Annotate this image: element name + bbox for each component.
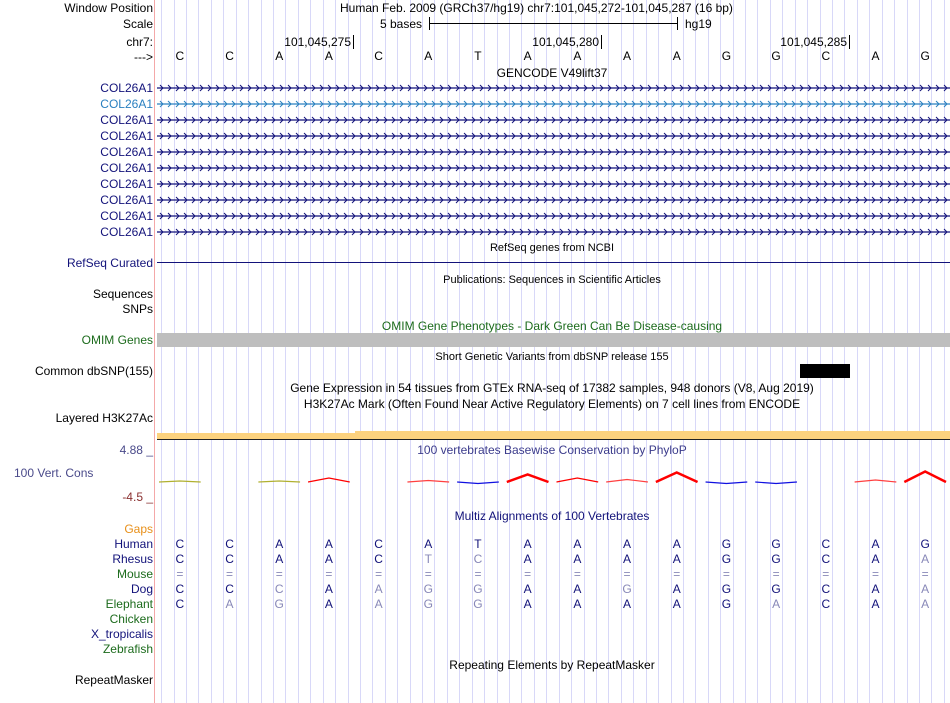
alignment-base: G — [721, 537, 732, 551]
phylop-mark — [904, 472, 946, 483]
alignment-base: = — [822, 567, 830, 581]
repeatmasker-title: Repeating Elements by RepeatMasker — [449, 658, 655, 672]
alignment-base: = — [226, 567, 234, 581]
phylop-mark — [507, 475, 549, 483]
sequence-base: C — [374, 49, 383, 63]
window-position: Human Feb. 2009 (GRCh37/hg19) chr7:101,045,272-101,045,287 (16 bp) — [340, 1, 733, 15]
alignment-base: = — [424, 567, 432, 581]
alignment-base: T — [474, 537, 482, 551]
gene-label[interactable]: COL26A1 — [100, 177, 153, 191]
window-position-label: Window Position — [64, 1, 153, 15]
gene-track[interactable] — [157, 162, 950, 174]
gene-track[interactable] — [157, 130, 950, 142]
gaps-label: Gaps — [124, 522, 153, 536]
alignment-base: C — [274, 582, 284, 596]
scale-text: 5 bases — [380, 17, 423, 31]
species-label[interactable]: Chicken — [109, 612, 153, 626]
alignment-base: A — [921, 582, 930, 596]
alignment-base: A — [225, 597, 234, 611]
alignment-base: C — [374, 537, 383, 551]
phylop-mark — [557, 478, 599, 482]
alignment-base: A — [324, 552, 333, 566]
dbsnp-title: Short Genetic Variants from dbSNP release 155 — [435, 351, 669, 363]
gene-track[interactable] — [157, 194, 950, 206]
alignment-base: A — [672, 552, 681, 566]
omim-bar[interactable] — [157, 333, 950, 347]
alignment-base: = — [673, 567, 681, 581]
alignment-base: = — [623, 567, 631, 581]
omim-label[interactable]: OMIM Genes — [81, 333, 153, 347]
tick-3: 101,045,285 — [780, 35, 850, 49]
phylop-mark — [457, 482, 499, 484]
phylop-mark — [706, 482, 748, 484]
sequence-base: A — [573, 49, 582, 63]
alignment-base: A — [374, 582, 383, 596]
alignment-base: G — [721, 582, 732, 596]
gtex-title: Gene Expression in 54 tissues from GTEx RNA-seq of 17382 samples, 948 donors (V8, Aug 2019) — [290, 381, 814, 395]
alignment-base: A — [573, 597, 582, 611]
chrom-label: chr7: — [126, 35, 153, 49]
alignment-base: A — [871, 552, 880, 566]
alignment-base: = — [722, 567, 730, 581]
label-separator — [154, 0, 155, 703]
sequence-base: G — [920, 49, 930, 63]
alignment-base: G — [622, 582, 632, 596]
alignment-base: G — [771, 582, 781, 596]
gene-label[interactable]: COL26A1 — [100, 225, 153, 239]
alignment-base: A — [275, 552, 284, 566]
alignment-base: C — [374, 552, 383, 566]
h3k27ac-title: H3K27Ac Mark (Often Found Near Active Regulatory Elements) on 7 cell lines from ENCODE — [303, 397, 801, 411]
gene-label[interactable]: COL26A1 — [100, 161, 153, 175]
sequence-base: C — [225, 49, 234, 63]
alignment-base: C — [225, 537, 234, 551]
alignment-base: = — [921, 567, 929, 581]
gene-track[interactable] — [157, 114, 950, 126]
alignment-base: G — [721, 552, 732, 566]
omim-title: OMIM Gene Phenotypes - Dark Green Can Be Disease-causing — [381, 319, 723, 333]
alignment-base: C — [821, 582, 831, 596]
sequence-base: A — [871, 49, 880, 63]
species-label[interactable]: Human — [114, 537, 153, 551]
alignment-base: = — [176, 567, 184, 581]
alignment-base: A — [623, 537, 632, 551]
alignment-base: = — [325, 567, 333, 581]
species-label[interactable]: Zebrafish — [102, 642, 153, 656]
alignment-base: C — [175, 582, 185, 596]
alignment-base: T — [424, 552, 432, 566]
gene-track[interactable] — [157, 210, 950, 222]
species-label[interactable]: Dog — [130, 582, 153, 596]
gene-track[interactable] — [157, 98, 950, 110]
sequence-base: T — [474, 49, 482, 63]
sequence-base: C — [821, 49, 831, 63]
alignment-base: G — [423, 582, 433, 596]
species-label[interactable]: X_tropicalis — [90, 627, 153, 641]
alignment-base: C — [821, 537, 831, 551]
phylop-mark — [407, 481, 449, 483]
alignment-base: C — [821, 597, 831, 611]
gene-label[interactable]: COL26A1 — [100, 209, 153, 223]
phylop-mark — [258, 481, 300, 482]
alignment-base: C — [175, 552, 185, 566]
phylop-mark — [308, 478, 350, 482]
species-label[interactable]: Elephant — [105, 597, 153, 611]
alignment-base: A — [324, 597, 333, 611]
alignment-base: A — [672, 582, 681, 596]
alignment-base: A — [672, 537, 681, 551]
alignment-base: A — [523, 537, 532, 551]
alignment-base: A — [573, 537, 582, 551]
h3k27ac-label[interactable]: Layered H3K27Ac — [55, 411, 153, 425]
phylop-mark — [159, 481, 201, 482]
sequence-base: A — [523, 49, 532, 63]
multiz-title: Multiz Alignments of 100 Vertebrates — [454, 509, 650, 523]
gene-label[interactable]: COL26A1 — [100, 145, 153, 159]
alignment-base: A — [374, 597, 383, 611]
sequence-base: A — [672, 49, 681, 63]
alignment-base: G — [473, 582, 483, 596]
gene-track[interactable] — [157, 226, 950, 238]
sequences-label[interactable]: Sequences — [92, 287, 153, 301]
alignment-base: A — [523, 582, 532, 596]
refseq-title: RefSeq genes from NCBI — [489, 242, 615, 254]
scale-assembly: hg19 — [685, 17, 712, 31]
alignment-base: = — [524, 567, 532, 581]
refseq-line[interactable] — [157, 262, 950, 263]
h3k27ac-signal-2 — [355, 431, 950, 439]
sequence-base: G — [771, 49, 781, 63]
scale-bar-left — [429, 17, 430, 30]
alignment-base: C — [821, 552, 831, 566]
sequence-base: A — [424, 49, 433, 63]
gene-label[interactable]: COL26A1 — [100, 113, 153, 127]
alignment-base: A — [523, 597, 532, 611]
species-label[interactable]: Rhesus — [112, 552, 153, 566]
alignment-base: = — [871, 567, 879, 581]
gene-track[interactable] — [157, 178, 950, 190]
sequence-base: A — [623, 49, 632, 63]
alignment-base: A — [275, 537, 284, 551]
phylop-mark — [755, 482, 797, 484]
alignment-base: A — [921, 552, 930, 566]
scale-bar-right — [677, 17, 678, 30]
gene-track[interactable] — [157, 82, 950, 94]
alignment-base: = — [275, 567, 283, 581]
phylop-graph[interactable] — [155, 440, 950, 510]
alignment-base: A — [324, 537, 333, 551]
alignment-base: A — [573, 582, 582, 596]
gene-label[interactable]: COL26A1 — [100, 97, 153, 111]
alignment-base: A — [871, 597, 880, 611]
alignment-base: A — [871, 537, 880, 551]
snp-feature[interactable] — [800, 364, 850, 378]
phylop-mark — [855, 480, 897, 482]
alignment-base: G — [473, 597, 483, 611]
scale-label: Scale — [122, 17, 153, 31]
alignment-base: A — [573, 552, 582, 566]
alignment-base: A — [623, 552, 632, 566]
alignment-base: G — [920, 537, 930, 551]
tick-2: 101,045,280 — [532, 35, 602, 49]
scale-bar — [429, 23, 678, 24]
alignment-base: C — [175, 597, 185, 611]
alignment-base: A — [324, 582, 333, 596]
phylop-mark — [606, 480, 648, 483]
phylop-label[interactable]: 100 Vert. Cons — [14, 466, 94, 480]
phylop-title: 100 vertebrates Basewise Conservation by PhyloP — [417, 443, 687, 457]
alignment-base: G — [721, 597, 732, 611]
gene-label[interactable]: COL26A1 — [100, 81, 153, 95]
alignment-base: C — [175, 537, 185, 551]
gene-label[interactable]: COL26A1 — [100, 193, 153, 207]
alignment-base: = — [772, 567, 780, 581]
tick-1: 101,045,275 — [284, 35, 354, 49]
alignment-base: = — [474, 567, 482, 581]
alignment-base: G — [423, 597, 433, 611]
gene-label[interactable]: COL26A1 — [100, 129, 153, 143]
alignment-base: C — [225, 582, 234, 596]
alignment-base: A — [623, 597, 632, 611]
alignment-base: A — [424, 537, 433, 551]
publications-title: Publications: Sequences in Scientific Articles — [443, 274, 661, 286]
species-label[interactable]: Mouse — [116, 567, 153, 581]
phylop-max: 4.88 _ — [119, 443, 153, 457]
gene-track[interactable] — [157, 146, 950, 158]
alignment-base: = — [573, 567, 581, 581]
sequence-base: G — [721, 49, 732, 63]
repeatmasker-label[interactable]: RepeatMasker — [74, 673, 153, 687]
alignment-base: = — [375, 567, 383, 581]
refseq-label[interactable]: RefSeq Curated — [66, 256, 153, 270]
sequence-base: C — [175, 49, 185, 63]
phylop-min: -4.5 _ — [122, 490, 153, 504]
alignment-base: G — [274, 597, 284, 611]
snps-label[interactable]: SNPs — [122, 302, 153, 316]
alignment-base: A — [871, 582, 880, 596]
alignment-base: C — [225, 552, 234, 566]
gencode-title: GENCODE V49lift37 — [496, 66, 608, 80]
alignment-base: A — [523, 552, 532, 566]
alignment-base: G — [771, 537, 781, 551]
dbsnp-label[interactable]: Common dbSNP(155) — [34, 364, 153, 378]
alignment-base: G — [771, 552, 781, 566]
alignment-base: C — [473, 552, 483, 566]
strand-label: ---> — [134, 50, 153, 64]
alignment-base: A — [772, 597, 781, 611]
phylop-mark — [656, 473, 698, 483]
sequence-base: A — [324, 49, 333, 63]
alignment-base: A — [672, 597, 681, 611]
sequence-base: A — [275, 49, 284, 63]
alignment-base: A — [921, 597, 930, 611]
